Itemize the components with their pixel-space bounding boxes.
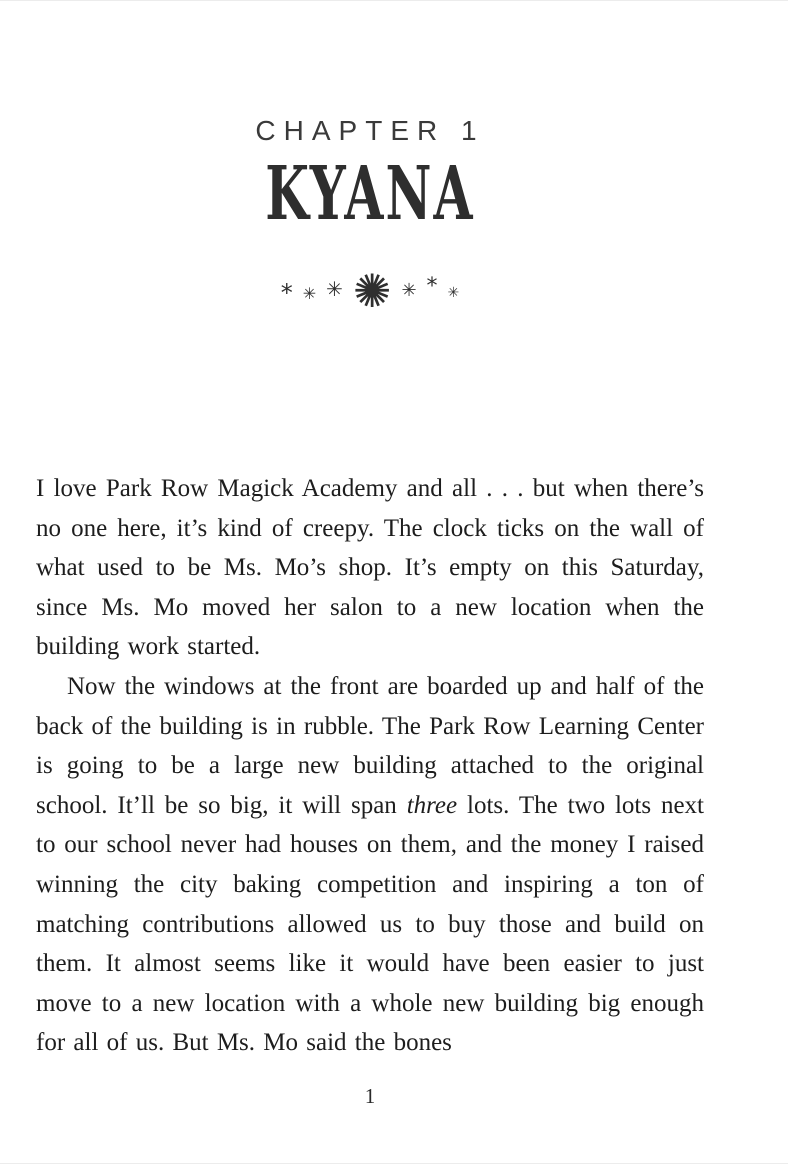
star-icon: *: [280, 279, 293, 308]
paragraph: [36, 667, 704, 1063]
star-icon: ✳: [326, 277, 343, 302]
text-run: Now the windows at the front are boarded up and half of the back of the building is in rubble. The Park Row Learning Center is going to be a large new building attached to the original school. It’ll be so big, it will span: [36, 672, 704, 819]
star-icon: ✳: [302, 284, 317, 304]
text-run: lots. The two lots next to our school never had houses on them, and the money I raised winning the city baking competition and inspiring a ton of matching contributions allowed us to buy those and build on them. It almost seems like it would have been easier to just move to a new location with a whole new building big enough for all of us. But Ms. Mo said the bones: [36, 791, 704, 1057]
star-icon: ✺: [352, 264, 392, 319]
page-number: 1: [364, 1084, 376, 1108]
italic-text: three: [406, 791, 458, 819]
star-icon: *: [426, 274, 438, 300]
star-icon: ✳: [401, 280, 417, 302]
paragraph: [36, 469, 704, 667]
text-run: I love Park Row Magick Academy and all . . . but when there’s no one here, it’s kind of creepy. The clock ticks on the wall of what used to be Ms. Mo’s shop. It’s empty on this Saturday, since Ms. Mo moved her salon to a new location when the building work started.: [36, 475, 704, 661]
chapter-body: [36, 469, 704, 1063]
star-icon: ✳: [447, 285, 460, 302]
chapter-label: CHAPTER 1: [255, 115, 485, 146]
text-column: [36, 0, 704, 1063]
chapter-title-text: KYANA: [265, 151, 475, 237]
chapter-title: [36, 151, 704, 237]
star-divider-ornament: [36, 265, 704, 317]
